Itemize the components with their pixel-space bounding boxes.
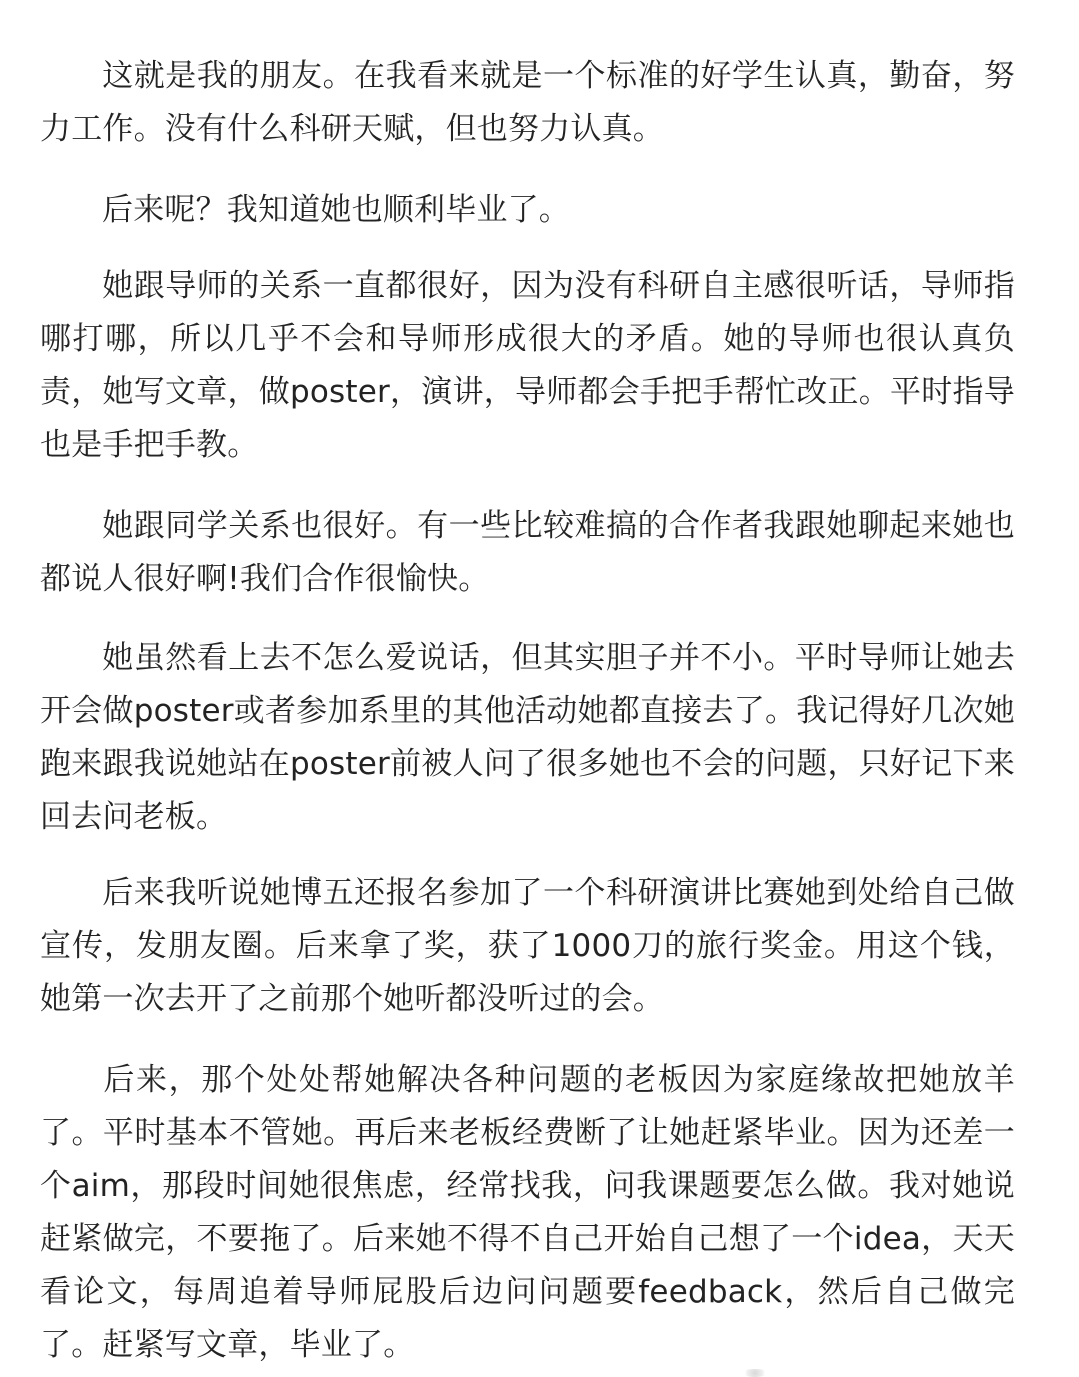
paragraph-7 xyxy=(40,1054,1015,1372)
paragraph-5-text: 她虽然看上去不怎么爱说话，但其实胆子并不小。平时导师让她去开会做poster或者参加系里的其他活动她都直接去了。我记得好几次她跑来跟我说她站在poster前被人问了很多她也不会的问题，只好记下来回去问老板。 xyxy=(40,640,1015,835)
paragraph-4 xyxy=(40,500,1015,606)
bottom-indicator-icon xyxy=(742,1369,768,1377)
paragraph-1-text: 这就是我的朋友。在我看来就是一个标准的好学生认真，勤奋，努力工作。没有什么科研天赋，但也努力认真。 xyxy=(40,58,1015,147)
paragraph-5 xyxy=(40,632,1015,844)
paragraph-6 xyxy=(40,867,1015,1026)
paragraph-3-text: 她跟导师的关系一直都很好，因为没有科研自主感很听话，导师指哪打哪，所以几乎不会和导师形成很大的矛盾。她的导师也很认真负责，她写文章，做poster，演讲，导师都会手把手帮忙改正。平时指导也是手把手教。 xyxy=(40,268,1015,463)
paragraph-3 xyxy=(40,260,1015,472)
paragraph-4-text: 她跟同学关系也很好。有一些比较难搞的合作者我跟她聊起来她也都说人很好啊!我们合作很愉快。 xyxy=(40,508,1015,597)
paragraph-1 xyxy=(40,50,1015,156)
paragraph-2-text: 后来呢？我知道她也顺利毕业了。 xyxy=(102,192,570,228)
paragraph-6-text: 后来我听说她博五还报名参加了一个科研演讲比赛她到处给自己做宣传，发朋友圈。后来拿了奖，获了1000刀的旅行奖金。用这个钱，她第一次去开了之前那个她听都没听过的会。 xyxy=(40,875,1015,1017)
paragraph-2 xyxy=(40,184,1015,237)
paragraph-7-text: 后来，那个处处帮她解决各种问题的老板因为家庭缘故把她放羊了。平时基本不管她。再后来老板经费断了让她赶紧毕业。因为还差一个aim，那段时间她很焦虑，经常找我，问我课题要怎么做。我对她说赶紧做完，不要拖了。后来她不得不自己开始自己想了一个idea，天天看论文，每周追着导师屁股后边问问题要feedback，然后自己做完了。赶紧写文章，毕业了。 xyxy=(40,1062,1015,1363)
